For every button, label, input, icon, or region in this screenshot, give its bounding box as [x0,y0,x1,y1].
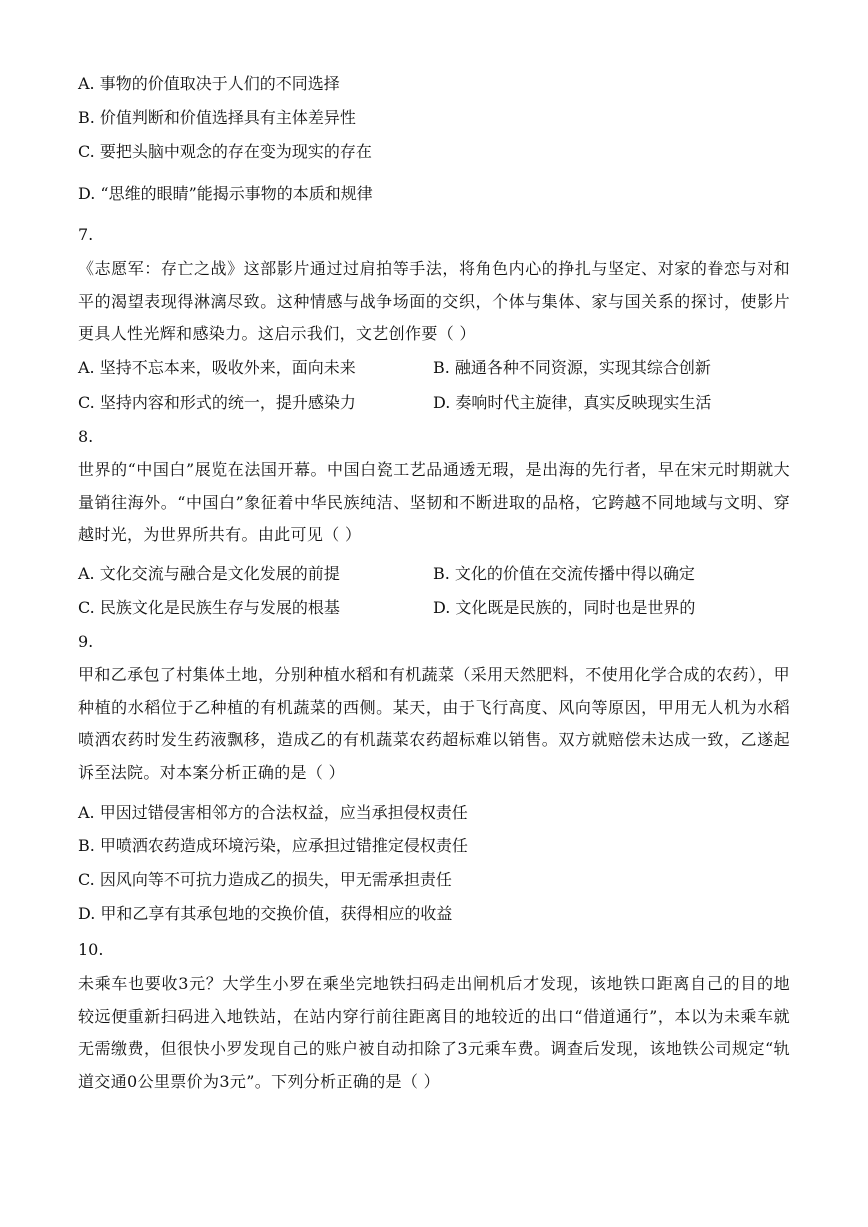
q6-option-d: D. “思维的眼睛”能揭示事物的本质和规律 [78,184,373,203]
q7-option-b: B. 融通各种不同资源，实现其综合创新 [433,358,711,377]
q10-number: 10. [78,940,104,959]
q8-option-b: B. 文化的价值在交流传播中得以确定 [433,564,695,583]
q7-stem: 《志愿军：存亡之战》这部影片通过过肩拍等手法，将角色内心的挣扎与坚定、对家的眷恋与对和平的渴望表现得淋漓尽致。这种情感与战争场面的交织，个体与集体、家与国关系的探讨，使影片更具人性光辉和感染力。这启示我们，文艺创作要（ ） [78,259,790,343]
q8-option-a: A. 文化交流与融合是文化发展的前提 [78,564,340,583]
q9-option-c: C. 因风向等不可抗力造成乙的损失，甲无需承担责任 [78,870,452,889]
q8-option-d: D. 文化既是民族的，同时也是世界的 [433,598,696,617]
q7-option-a: A. 坚持不忘本来，吸收外来，面向未来 [78,358,356,377]
q8-stem: 世界的“中国白”展览在法国开幕。中国白瓷工艺品通透无瑕，是出海的先行者，早在宋元时期就大量销往海外。“中国白”象征着中华民族纯洁、坚韧和不断进取的品格，它跨越不同地域与文明、穿越时光，为世界所共有。由此可见（ ） [78,460,790,544]
q6-option-c: C. 要把头脑中观念的存在变为现实的存在 [78,142,372,161]
q7-option-c: C. 坚持内容和形式的统一，提升感染力 [78,393,356,412]
q9-option-a: A. 甲因过错侵害相邻方的合法权益，应当承担侵权责任 [78,803,468,822]
q9-option-d: D. 甲和乙享有其承包地的交换价值，获得相应的收益 [78,904,453,923]
q7-option-d: D. 奏响时代主旋律，真实反映现实生活 [433,393,712,412]
q6-option-b: B. 价值判断和价值选择具有主体差异性 [78,108,356,127]
q9-stem: 甲和乙承包了村集体土地，分别种植水稻和有机蔬菜（采用天然肥料，不使用化学合成的农药），甲种植的水稻位于乙种植的有机蔬菜的西侧。某天，由于飞行高度、风向等原因，甲用无人机为水稻喷洒农药时发生药液飘移，造成乙的有机蔬菜农药超标难以销售。双方就赔偿未达成一致，乙遂起诉至法院。对本案分析正确的是（ ） [78,665,790,782]
q7-number: 7. [78,225,94,244]
q6-option-a: A. 事物的价值取决于人们的不同选择 [78,74,340,93]
q8-number: 8. [78,427,94,446]
q10-stem: 未乘车也要收3元？大学生小罗在乘坐完地铁扫码走出闸机后才发现，该地铁口距离自己的目的地较远便重新扫码进入地铁站，在站内穿行前往距离目的地较近的出口“借道通行”，本以为未乘车就无需缴费，但很快小罗发现自己的账户被自动扣除了3元乘车费。调查后发现，该地铁公司规定“轨道交通0公里票价为3元”。下列分析正确的是（ ） [78,974,790,1091]
q8-option-c: C. 民族文化是民族生存与发展的根基 [78,598,340,617]
q9-option-b: B. 甲喷洒农药造成环境污染，应承担过错推定侵权责任 [78,836,468,855]
q9-number: 9. [78,632,94,651]
